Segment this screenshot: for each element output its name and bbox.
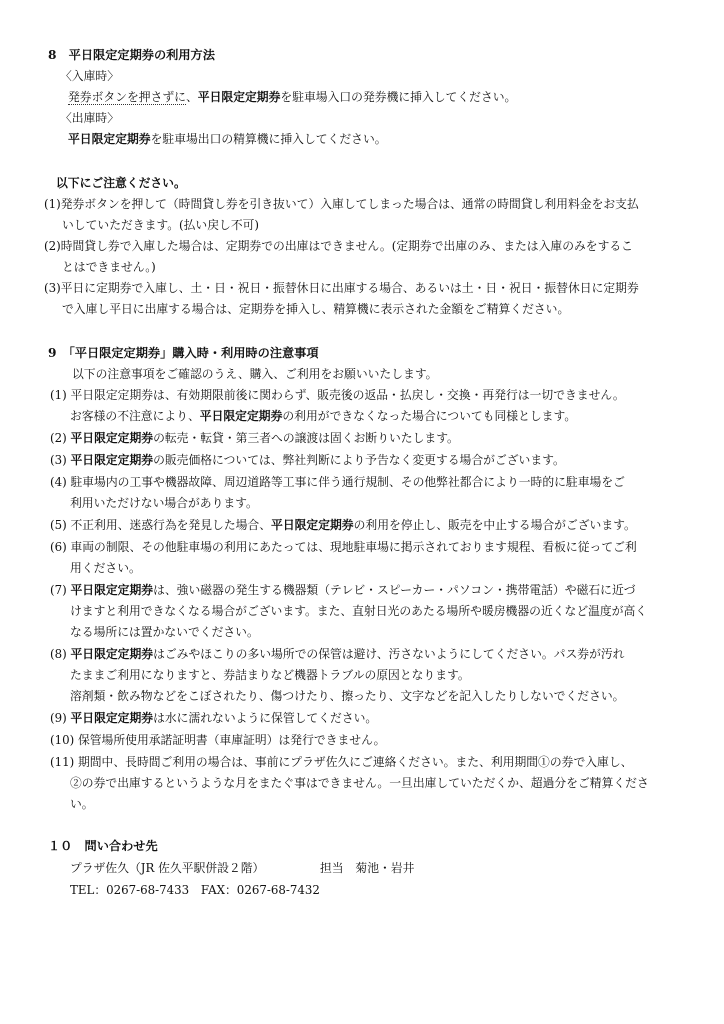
item-9 bbox=[50, 710, 377, 726]
item-9-number: (9) bbox=[50, 711, 71, 725]
item-7-line-1 bbox=[50, 582, 636, 598]
note-3-line-2: で入庫し平日に出庫する場合は、定期券を挿入し、精算機に表示された金額をご精算ください。 bbox=[62, 302, 570, 316]
section-10-heading: １０ 問い合わせ先 bbox=[48, 839, 158, 853]
item-6-line-1: (6) 車両の制限、その他駐車場の利用にあたっては、現地駐車場に掲示されております規程、看板に従ってご利 bbox=[50, 540, 637, 554]
item-1-line-2 bbox=[70, 408, 576, 424]
exit-label: 〈出庫時〉 bbox=[60, 111, 119, 125]
pass-name: 平日限定定期券 bbox=[70, 431, 154, 445]
pass-name: 平日限定定期券 bbox=[197, 90, 281, 104]
item-4-line-1: (4) 駐車場内の工事や機器故障、周辺道路等工事に伴う通行規制、その他弊社都合により一時的に駐車場をご bbox=[50, 475, 625, 489]
notes-title: 以下にご注意ください。 bbox=[56, 176, 186, 190]
item-2 bbox=[50, 430, 459, 446]
item-8-line-2: たままご利用になりますと、券詰まりなど機器トラブルの原因となります。 bbox=[70, 668, 470, 682]
item-11-line-1: (11) 期間中、長時間ご利用の場合は、事前にプラザ佐久にご連絡ください。また、利用期間①の券で入庫し、 bbox=[50, 755, 633, 769]
item-7-text: は、強い磁器の発生する機器類（テレビ・スピーカー・パソコン・携帯電話）や磁石に近づ bbox=[153, 583, 636, 597]
item-1-line-1: (1) 平日限定定期券は、有効期限前後に関わらず、販売後の返品・払戻し・交換・再発行は一切できません。 bbox=[50, 388, 625, 402]
pass-name: 平日限定定期券 bbox=[68, 132, 151, 146]
contact-persons: 担当 菊池・岩井 bbox=[320, 861, 415, 875]
note-1-line-1: (1)発券ボタンを押して（時間貸し券を引き抜いて）入庫してしまった場合は、通常の時間貸し利用料金をお支払 bbox=[44, 197, 639, 211]
section-9-heading: 9 「平日限定定期券」購入時・利用時の注意事項 bbox=[48, 346, 319, 360]
item-7-number: (7) bbox=[50, 583, 71, 597]
section-8-heading: 8 平日限定定期券の利用方法 bbox=[48, 48, 215, 62]
note-2-line-1: (2)時間貸し券で入庫した場合は、定期券での出庫はできません。(定期券で出庫のみ、または入庫のみをするこ bbox=[44, 239, 633, 253]
entry-instruction-rest: を駐車場入口の発券機に挿入してください。 bbox=[280, 90, 517, 104]
item-8-line-3: 溶剤類・飲み物などをこぼされたり、傷つけたり、擦ったり、文字などを記入したりしないでください。 bbox=[70, 689, 625, 703]
item-9-text: は水に濡れないように保管してください。 bbox=[153, 711, 378, 725]
item-2-text: の転売・転貸・第三者への譲渡は固くお断りいたします。 bbox=[153, 431, 459, 445]
pass-name: 平日限定定期券 bbox=[70, 453, 154, 467]
item-11-line-2: ②の券で出庫するというような月をまたぐ事はできません。一旦出庫していただくか、超過分をご精算くださ bbox=[70, 776, 649, 790]
contact-office: プラザ佐久（JR 佐久平駅併設２階） bbox=[70, 861, 265, 875]
item-4-line-2: 利用いただけない場合があります。 bbox=[70, 496, 258, 510]
pass-name: 平日限定定期券 bbox=[199, 409, 283, 423]
item-11-line-3: い。 bbox=[70, 797, 94, 811]
item-3-text: の販売価格については、弊社判断により予告なく変更する場合がございます。 bbox=[153, 453, 565, 467]
item-8-number: (8) bbox=[50, 647, 71, 661]
pass-name: 平日限定定期券 bbox=[70, 583, 154, 597]
section-9-intro: 以下の注意事項をご確認のうえ、購入、ご利用をお願いいたします。 bbox=[72, 367, 438, 381]
item-3 bbox=[50, 452, 565, 468]
item-7-line-2: けますと利用できなくなる場合がございます。また、直射日光のあたる場所や暖房機器の近くなど温度が高く bbox=[70, 604, 648, 618]
note-2-line-2: とはできません。) bbox=[62, 260, 156, 274]
item-3-number: (3) bbox=[50, 453, 71, 467]
entry-label: 〈入庫時〉 bbox=[60, 69, 119, 83]
item-5-text-a: (5) 不正利用、迷惑行為を発見した場合、 bbox=[50, 518, 272, 532]
item-5 bbox=[50, 517, 636, 533]
item-6-line-2: 用ください。 bbox=[70, 561, 141, 575]
entry-instruction-comma: 、 bbox=[185, 90, 198, 104]
entry-instruction-emphasis: 発券ボタンを押さずに bbox=[68, 90, 186, 104]
item-2-number: (2) bbox=[50, 431, 71, 445]
pass-name: 平日限定定期券 bbox=[271, 518, 354, 532]
note-3-line-1: (3)平日に定期券で入庫し、土・日・祝日・振替休日に出庫する場合、あるいは土・日・祝日・振替休日に定期券 bbox=[44, 281, 639, 295]
item-1-text-c: の利用ができなくなった場合についても同様とします。 bbox=[282, 409, 577, 423]
exit-instruction bbox=[68, 131, 387, 147]
entry-instruction bbox=[68, 89, 516, 105]
contact-phone-fax: TEL：0267-68-7433 FAX：0267-68-7432 bbox=[70, 883, 320, 897]
item-1-text-a: お客様の不注意により、 bbox=[70, 409, 200, 423]
pass-name: 平日限定定期券 bbox=[70, 647, 154, 661]
item-8-text: はごみやほこりの多い場所での保管は避け、汚さないようにしてください。パス券が汚れ bbox=[153, 647, 625, 661]
item-7-line-3: なる場所には置かないでください。 bbox=[70, 625, 259, 639]
pass-name: 平日限定定期券 bbox=[70, 711, 154, 725]
item-10: (10) 保管場所使用承諾証明書（車庫証明）は発行できません。 bbox=[50, 733, 386, 747]
exit-instruction-rest: を駐車場出口の精算機に挿入してください。 bbox=[150, 132, 387, 146]
note-1-line-2: いしていただきます。(払い戻し不可) bbox=[62, 218, 260, 232]
item-8-line-1 bbox=[50, 646, 624, 662]
item-5-text-c: の利用を停止し、販売を中止する場合がございます。 bbox=[353, 518, 636, 532]
